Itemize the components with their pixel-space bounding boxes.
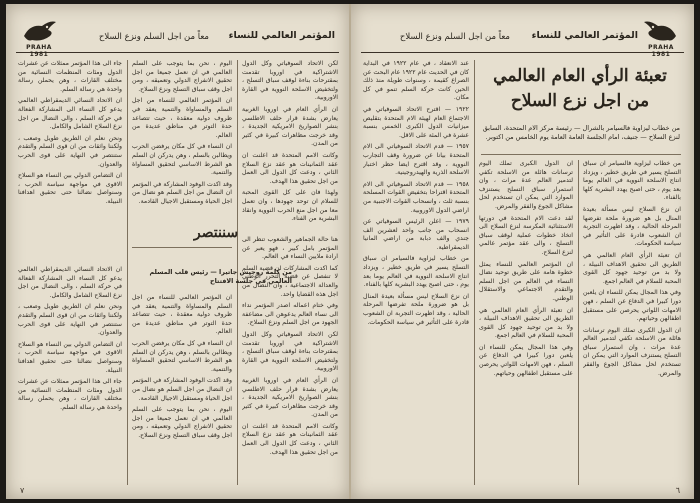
column-right-a: عند الانعقاد ، في عام ١٩٢٢ في البداية كان في الحديث عام ١٩٢٢ عام البحث عن الصراع كقيمة ، وسنوات طويلة منذ ذلك الحين كانت حركة السلم تنمو في كل مكان. ١٩٢٢ — اقترح الاتحاد السوفياتي في الاجتماع العام لهيئة الام المتحدة بتقليص ميزانيات الدول الكبرى الخمس بنسبة عشرة في المئة على الاقل. ١٩٥٧ — قدم الاتحاد السوفياتي الى الام المتحدة بيانا عن ضرورة وقف التجارب النووية ، وقد اقترح ايضا حظر اختبار الاسلحة الذرية والهيدروجينية. ١٩٥٨ — قدم الاتحاد السوفياتي الى الام المتحدة اقتراحا بتخفيض القوات المسلحة بنسبة ثلث ، وانسحاب القوات الاجنبية من اراضي الدول الاوروبية. ١٩٧٩ — اعلن الرئيس السوفياتي عن انسحاب من جانب واحد لعشرين الف جندي والف دبابة من اراضي المانيا الديمقراطية. من خطاب ليزاوية فالسيامر ان سباق التسلح يسير في طريق خطير ، ويزداد انتاج الاسلحة النووية في العالم يوما بعد يوم ، حتى اصبح يهدد البشرية كلها بالفناء. ان نزع السلاح ليس مسألة بعيدة المنال بل هو ضرورة ملحة تفرضها المرحلة الحالية ، وقد اظهرت التجربة ان الشعوب قادرة على التأثير في سياسة الحكومات.	[363, 60, 469, 326]
article-headline: تعبئة الرأي العام العالمي من اجل نزع السلاح	[493, 66, 667, 111]
right-page-header	[361, 12, 684, 58]
column-right-c: ان الدول الكبرى تملك اليوم ترسانات هائلة من الاسلحة تكفي لتدمير العالم عدة مرات ، وان استمرار سباق التسلح يستنزف الموارد التي يمكن ان تستخدم لحل مشاكل الجوع والفقر والمرض. لقد دعت الام المتحدة في دورتها الاستثنائية المكرسة لنزع السلاح الى اتخاذ خطوات عملية لوقف سباق التسلح ، والى عقد مؤتمر عالمي لنزع السلاح. ان المؤتمر العالمي للنساء يمثل خطوة هامة على طريق توحيد نضال النساء في العالم من اجل السلم والتقدم الاجتماعي والاستقلال الوطني. ان تعبئة الرأي العام العالمي هي الطريق الى تحقيق الاهداف النبيلة ، ولا بد من توحيد جهود كل القوى المحبة للسلام في العالم اجمع. وفي هذا المجال يمكن للنساء ان يلعبن دورا كبيرا في الدفاع عن السلم ، فهن الامهات اللواتي يحرصن على مستقبل اطفالهن وحياتهم.	[479, 160, 573, 377]
divider	[132, 247, 232, 248]
column-left-d: هنا حالة الجماهير والشعوب تنظر الى المؤتمر بامل كبير ، فهو يعبر عن ارادة ملايين النساء في العالم. كما اكدت المشاركات ان قضية السلم لا تنفصل عن قضية التحرر الوطني والعدالة الاجتماعية ، وان النضال من اجل هذه القضايا واحد. وفي ختام اعماله اصدر المؤتمر نداء الى نساء العالم يدعوهن الى مضاعفة الجهود من اجل السلم ونزع السلاح. لكن الاتحاد السوفياتي وكل الدول الاشتراكية في اوروبا تقدمت بمقترحات بناءة لوقف سباق التسلح ، ولتخفيض الاسلحة النووية في القارة الاوروبية. ان الرأي العام في اوروبا الغربية يعارض بشدة قرار حلف الاطلسي بنشر الصواريخ الامريكية الجديدة ، وقد خرجت مظاهرات كبيرة في كثير من المدن. وكانت الامم المتحدة قد اعلنت ان عقد الثمانينات هو عقد نزع السلاح الثاني ، ودعت كل الدول الى العمل من اجل تحقيق هذا الهدف.	[242, 236, 338, 456]
left-page	[6, 4, 350, 499]
column-rule	[474, 60, 475, 485]
column-left-f: ان الاتحاد النسائي الديمقراطي العالمي يدعو كل النساء الى المشاركة الفعالة في حركة السلم ، والى النضال من اجل نزع السلاح الشامل والكامل. ونحن نعلم ان الطريق طويل وصعب ، ولكننا واثقات من ان قوى السلم والتقدم ستنتصر في النهاية على قوى الحرب والعدوان. ان التضامن الدولي بين النساء هو السلاح الاقوى في مواجهة سياسة الحرب ، وسنواصل نضالنا حتى تحقيق اهدافنا النبيلة. جاء الى هذا المؤتمر ممثلات عن عشرات الدول ومئات المنظمات النسائية من مختلف القارات ، وهن يحملن رسالة واحدة هي رسالة السلم.	[18, 266, 122, 411]
column-left-b: اليوم ، نحن بما يتوجب على السلم العالمي في ان نعمل جميعا من اجل تحقيق الانفراج الدولي وتعميقه ، ومن اجل وقف سباق التسلح ونزع السلاح. ان المؤتمر العالمي للنساء من اجل السلم والمساواة والتنمية يعقد في ظروف دولية معقدة ، حيث تتصاعد حدة التوتر في مناطق عديدة من العالم. ان النساء في كل مكان يرفضن الحرب ويطالبن بالسلم ، وهن يدركن ان السلم هو الشرط الاساسي لتحقيق المساواة والتنمية. وقد اكدت الوفود المشاركة في المؤتمر ان النضال من اجل السلم هو نضال من اجل الحياة ومستقبل الاجيال القادمة.	[132, 60, 232, 205]
article-byline: من خطاب ليزاوية فالسيامر بالشرال — رئيسة مركز الام المتحدة، السابق لنزع السلاح — جنيف، امام الجلسة العامة العامة يوم الخامس من اكتوبر.	[482, 124, 680, 141]
divider	[481, 154, 681, 155]
header-title: المؤتمر العالمي للنساء	[228, 30, 335, 41]
column-rule	[127, 60, 128, 485]
logo-caption: PRAHA 1981	[26, 44, 52, 58]
magazine-spread	[6, 4, 694, 499]
header-title: المؤتمر العالمي للنساء	[531, 30, 638, 41]
article-subhead: من كلمة روجيش جاتيرا — رئيس قلب المسلم العالمي في جلسة الافتتاح	[149, 268, 292, 285]
column-left-a: لكن الاتحاد السوفياتي وكل الدول الاشتراكية في اوروبا تقدمت بمقترحات بناءة لوقف سباق التسلح ، ولتخفيض الاسلحة النووية في القارة الاوروبية. ان الرأي العام في اوروبا الغربية يعارض بشدة قرار حلف الاطلسي بنشر الصواريخ الامريكية الجديدة ، وقد خرجت مظاهرات كبيرة في كثير من المدن. وكانت الامم المتحدة قد اعلنت ان عقد الثمانينات هو عقد نزع السلاح الثاني ، ودعت كل الدول الى العمل من اجل تحقيق هذا الهدف. ولهذا فان على كل القوى المحبة للسلام ان توحد جهودها ، وان تعمل معا من اجل منع الحرب النووية وانقاذ البشرية من الفناء.	[242, 60, 338, 223]
right-page	[350, 4, 694, 499]
header-subtitle: معاً من اجل السلم ونزع السلاح	[98, 32, 209, 42]
column-right-b: من خطاب ليزاوية فالسيامر ان سباق التسلح يسير في طريق خطير ، ويزداد انتاج الاسلحة النووية في العالم يوما بعد يوم ، حتى اصبح يهدد البشرية كلها بالفناء. ان نزع السلاح ليس مسألة بعيدة المنال بل هو ضرورة ملحة تفرضها المرحلة الحالية ، وقد اظهرت التجربة ان الشعوب قادرة على التأثير في سياسة الحكومات. ان تعبئة الرأي العام العالمي هي الطريق الى تحقيق الاهداف النبيلة ، ولا بد من توحيد جهود كل القوى المحبة للسلام في العالم اجمع. وفي هذا المجال يمكن للنساء ان يلعبن دورا كبيرا في الدفاع عن السلم ، فهن الامهات اللواتي يحرصن على مستقبل اطفالهن وحياتهم. ان الدول الكبرى تملك اليوم ترسانات هائلة من الاسلحة تكفي لتدمير العالم عدة مرات ، وان استمرار سباق التسلح يستنزف الموارد التي يمكن ان تستخدم لحل مشاكل الجوع والفقر والمرض.	[583, 160, 681, 377]
column-left-e: ان المؤتمر العالمي للنساء من اجل السلم والمساواة والتنمية يعقد في ظروف دولية معقدة ، حيث تتصاعد حدة التوتر في مناطق عديدة من العالم. ان النساء في كل مكان يرفضن الحرب ويطالبن بالسلم ، وهن يدركن ان السلم هو الشرط الاساسي لتحقيق المساواة والتنمية. وقد اكدت الوفود المشاركة في المؤتمر ان النضال من اجل السلم هو نضال من اجل الحياة ومستقبل الاجيال القادمة. اليوم ، نحن بما يتوجب على السلم العالمي في ان نعمل جميعا من اجل تحقيق الانفراج الدولي وتعميقه ، ومن اجل وقف سباق التسلح ونزع السلاح.	[132, 294, 232, 439]
logo-caption: PRAHA 1981	[648, 44, 674, 58]
column-rule	[578, 160, 579, 485]
page-number-left: ٧	[20, 486, 25, 495]
column-left-c: جاء الى هذا المؤتمر ممثلات عن عشرات الدول ومئات المنظمات النسائية من مختلف القارات ، وهن يحملن رسالة واحدة هي رسالة السلم. ان الاتحاد النسائي الديمقراطي العالمي يدعو كل النساء الى المشاركة الفعالة في حركة السلم ، والى النضال من اجل نزع السلاح الشامل والكامل. ونحن نعلم ان الطريق طويل وصعب ، ولكننا واثقات من ان قوى السلم والتقدم ستنتصر في النهاية على قوى الحرب والعدوان. ان التضامن الدولي بين النساء هو السلاح الاقوى في مواجهة سياسة الحرب ، وسنواصل نضالنا حتى تحقيق اهدافنا النبيلة.	[18, 60, 122, 205]
left-page-header	[16, 12, 339, 58]
header-subtitle: معاً من اجل السلم ونزع السلاح	[399, 32, 510, 42]
page-number-right: ٦	[675, 486, 680, 495]
article-stamp-heading: سننتصر	[193, 225, 239, 241]
